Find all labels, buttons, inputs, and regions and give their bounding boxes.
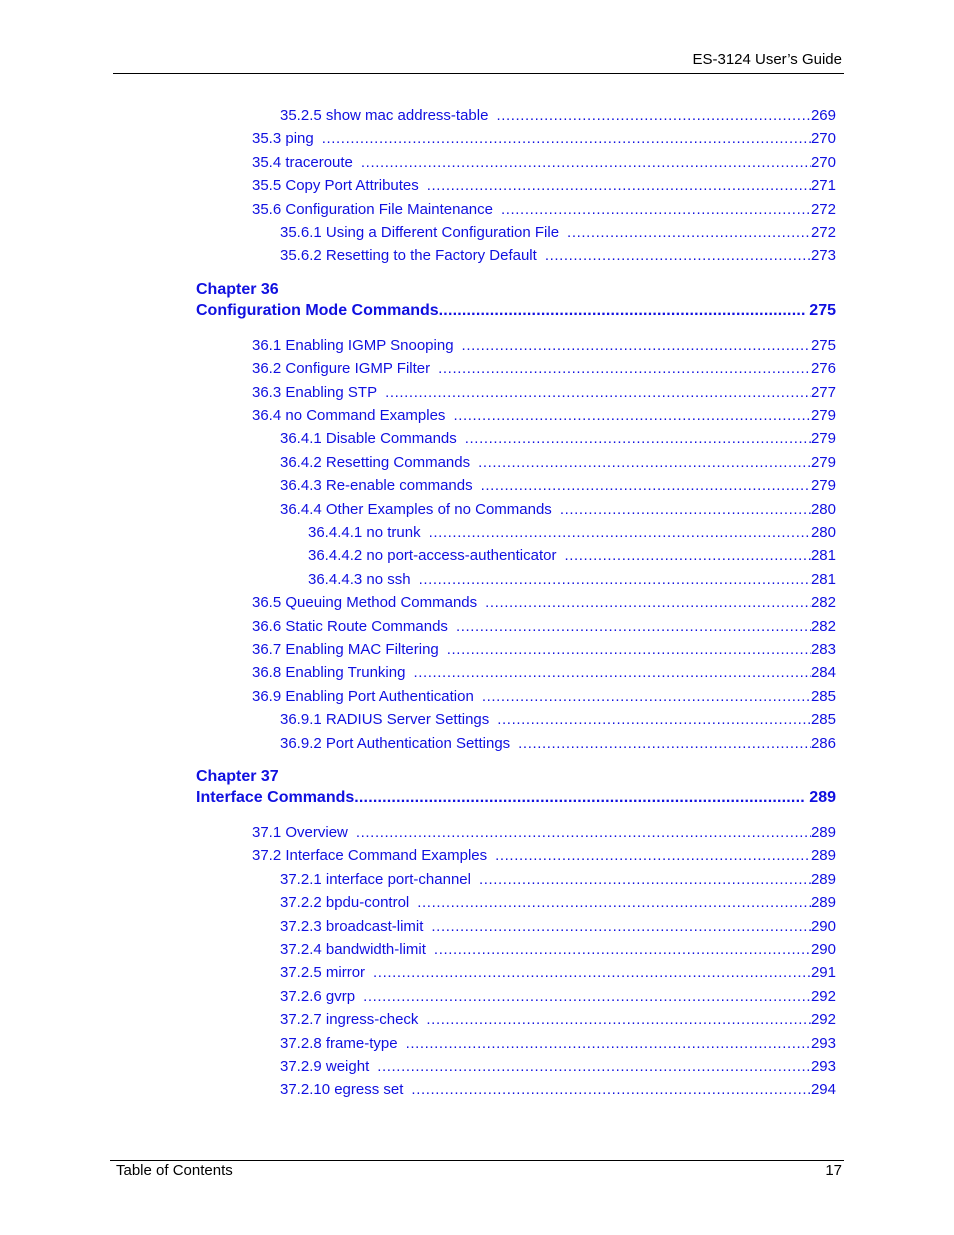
toc-entry-label: 37.2.9 weight [280,1058,370,1075]
dot-leader [478,454,811,471]
dot-leader [361,154,811,171]
toc-entry-page-number: 289 [810,824,836,841]
toc-entry-link[interactable] [252,201,836,221]
dot-leader [456,618,811,635]
toc-entry-page-number: 285 [810,711,836,729]
dot-leader [427,177,811,194]
toc-entry-page-number: 289 [810,847,836,865]
toc-entry-label: 36.4.4.3 no ssh [308,570,411,588]
toc-entry-label: 36.8 Enabling Trunking [252,664,406,682]
toc-entry-page-number: 292 [810,1011,836,1029]
toc-entry-link[interactable] [280,964,836,984]
dot-leader [481,477,811,494]
toc-entry-page-number: 293 [810,1058,836,1075]
toc-entry-label: 36.9.2 Port Authentication Settings [280,734,511,752]
toc-entry-link[interactable] [308,524,836,544]
dot-leader [354,789,805,807]
toc-entry-label: 35.2.5 show mac address-table [280,107,489,124]
toc-entry-page-number: 276 [810,360,836,378]
toc-entry-link[interactable] [280,501,836,521]
dot-leader [322,130,811,147]
toc-entry-link[interactable] [280,1011,836,1031]
toc-entry-page-number: 289 [810,870,836,888]
toc-entry-link[interactable] [252,337,836,357]
toc-entry-label: 35.3 ping [252,130,314,148]
dot-leader [413,664,811,681]
toc-entry-link[interactable] [280,711,836,731]
dot-leader [363,988,811,1005]
chapter-title: Configuration Mode Commands [196,301,439,319]
toc-entry-link[interactable] [280,894,836,914]
footer-page-number: 17 [825,1162,842,1179]
toc-entry-label: 36.5 Queuing Method Commands [252,594,478,612]
toc-entry-link[interactable] [280,735,836,755]
dot-leader [426,1011,811,1028]
toc-entry-label: 37.2.4 bandwidth-limit [280,941,426,958]
toc-entry-link[interactable] [280,1081,836,1101]
toc-entry-page-number: 269 [810,107,836,124]
toc-entry-page-number: 282 [810,594,836,612]
toc-entry-label: 36.2 Configure IGMP Filter [252,360,431,378]
dot-leader [453,407,811,424]
toc-entry-page-number: 289 [810,894,836,912]
toc-entry-page-number: 290 [810,917,836,935]
toc-entry-label: 36.7 Enabling MAC Filtering [252,641,439,658]
dot-leader [567,224,811,241]
toc-entry-link[interactable] [280,477,836,497]
toc-entry-page-number: 285 [810,687,836,705]
toc-entry-page-number: 273 [810,247,836,265]
toc-entry-page-number: 272 [810,200,836,218]
dot-leader [462,337,811,354]
toc-entry-label: 36.4.2 Resetting Commands [280,453,471,471]
dot-leader [419,571,811,588]
toc-entry-label: 35.6 Configuration File Maintenance [252,200,493,218]
dot-leader [465,430,811,447]
toc-entry-page-number: 282 [810,617,836,635]
toc-entry-page-number: 270 [810,130,836,148]
toc-entry-link[interactable] [280,918,836,938]
toc-entry-label: 36.3 Enabling STP [252,383,378,401]
toc-entry-label: 35.6.2 Resetting to the Factory Default [280,247,537,265]
chapter-number[interactable]: Chapter 37 [196,768,279,785]
toc-entry-label: 37.2.7 ingress-check [280,1011,419,1029]
toc-entry-link[interactable] [252,407,836,427]
toc-entry-link[interactable] [280,224,836,244]
toc-entry-link[interactable] [280,1035,836,1055]
toc-entry-page-number: 279 [810,453,836,471]
dot-leader [385,384,811,401]
toc-entry-label: 36.4.3 Re-enable commands [280,477,473,495]
dot-leader [417,894,811,911]
dot-leader [438,360,811,377]
toc-entry-link[interactable] [280,430,836,450]
dot-leader [373,964,811,981]
chapter-title: Interface Commands [196,789,355,806]
dot-leader [545,247,811,264]
toc-entry-page-number: 293 [810,1034,836,1052]
toc-entry-link[interactable] [280,247,836,267]
toc-entry-page-number: 291 [810,964,836,982]
dot-leader [411,1081,811,1098]
dot-leader [439,302,806,320]
toc-entry-page-number: 280 [810,524,836,541]
dot-leader [429,524,811,541]
dot-leader [496,107,811,124]
toc-entry-link[interactable] [280,871,836,891]
chapter-heading [196,768,836,807]
toc-entry-page-number: 280 [810,500,836,518]
footer-rule [110,1160,844,1161]
toc-entry-label: 36.9 Enabling Port Authentication [252,687,474,705]
dot-leader [356,824,811,841]
toc-entry-link[interactable] [252,177,836,197]
toc-entry-page-number: 277 [810,383,836,401]
toc-entry-page-number: 281 [810,570,836,588]
dot-leader [482,688,811,705]
toc-entry-link[interactable] [252,130,836,150]
toc-entry-label: 37.2.3 broadcast-limit [280,917,424,935]
toc-entry-link[interactable] [252,618,836,638]
dot-leader [560,501,811,518]
dot-leader [495,847,811,864]
toc-entry-link[interactable] [308,547,836,567]
toc-entry-link[interactable] [252,360,836,380]
chapter-title-link[interactable] [196,789,836,807]
toc-entry-page-number: 290 [810,941,836,958]
toc-entry-label: 36.4 no Command Examples [252,407,446,424]
toc-entry-label: 37.2 Interface Command Examples [252,847,488,865]
dot-leader [434,941,811,958]
toc-entry-page-number: 270 [810,153,836,171]
toc-entry-link[interactable] [252,664,836,684]
toc-entry-label: 37.2.2 bpdu-control [280,894,410,912]
toc-entry-page-number: 292 [810,987,836,1005]
toc-entry-label: 35.5 Copy Port Attributes [252,177,419,195]
toc-entry-page-number: 294 [810,1081,836,1099]
chapter-heading [196,281,836,320]
toc-entry-page-number: 279 [810,407,836,424]
chapter-title-link[interactable] [196,302,836,320]
toc-entry-link[interactable] [280,988,836,1008]
chapter-number[interactable]: Chapter 36 [196,280,279,298]
footer-section-label: Table of Contents [116,1162,233,1179]
toc-entry-link[interactable] [252,384,836,404]
dot-leader [479,871,811,888]
toc-entry-label: 36.4.4.2 no port-access-authenticator [308,547,557,565]
toc-entry-page-number: 283 [810,641,836,658]
toc-entry-label: 37.1 Overview [252,824,348,841]
toc-entry-label: 35.6.1 Using a Different Configuration File [280,224,560,241]
toc-entry-page-number: 271 [810,177,836,195]
toc-entry-link[interactable] [252,641,836,661]
toc-entry-page-number: 281 [810,547,836,565]
dot-leader [406,1035,811,1052]
toc-entry-label: 36.1 Enabling IGMP Snooping [252,336,454,354]
toc-entry-link[interactable] [252,594,836,614]
toc-entry-page-number: 284 [810,664,836,682]
toc-entry-link[interactable] [280,1058,836,1078]
toc-entry-link[interactable] [252,847,836,867]
toc-entry-page-number: 272 [810,224,836,241]
toc-entry-label: 36.6 Static Route Commands [252,617,448,635]
toc-entry-page-number: 279 [810,430,836,448]
toc-entry-label: 37.2.1 interface port-channel [280,870,471,888]
toc-entry-page-number: 275 [810,336,836,354]
dot-leader [501,201,811,218]
toc-entry-label: 37.2.8 frame-type [280,1034,398,1052]
toc-entry-link[interactable] [280,107,836,127]
toc-entry-link[interactable] [308,571,836,591]
chapter-page-number: 275 [809,301,836,319]
toc-entry-label: 35.4 traceroute [252,153,353,171]
toc-entry-label: 37.2.5 mirror [280,964,366,982]
toc-entry-link[interactable] [252,824,836,844]
toc-entry-label: 36.9.1 RADIUS Server Settings [280,711,490,729]
dot-leader [447,641,811,658]
dot-leader [485,594,811,611]
chapter-page-number: 289 [809,789,836,806]
toc-entry-label: 36.4.1 Disable Commands [280,430,457,448]
toc-entry-link[interactable] [280,941,836,961]
toc-entry-link[interactable] [252,154,836,174]
dot-leader [497,711,811,728]
guide-title: ES-3124 User’s Guide [692,51,842,68]
toc-entry-label: 36.4.4.1 no trunk [308,524,421,541]
dot-leader [431,918,811,935]
toc-entry-page-number: 286 [810,734,836,752]
toc-entry-label: 36.4.4 Other Examples of no Commands [280,500,552,518]
dot-leader [377,1058,811,1075]
toc-entry-page-number: 279 [810,477,836,495]
toc-entry-label: 37.2.10 egress set [280,1081,404,1099]
toc-entry-link[interactable] [252,688,836,708]
dot-leader [564,547,810,564]
header-rule [113,73,844,74]
dot-leader [518,735,811,752]
toc-entry-link[interactable] [280,454,836,474]
toc-entry-label: 37.2.6 gvrp [280,987,356,1005]
